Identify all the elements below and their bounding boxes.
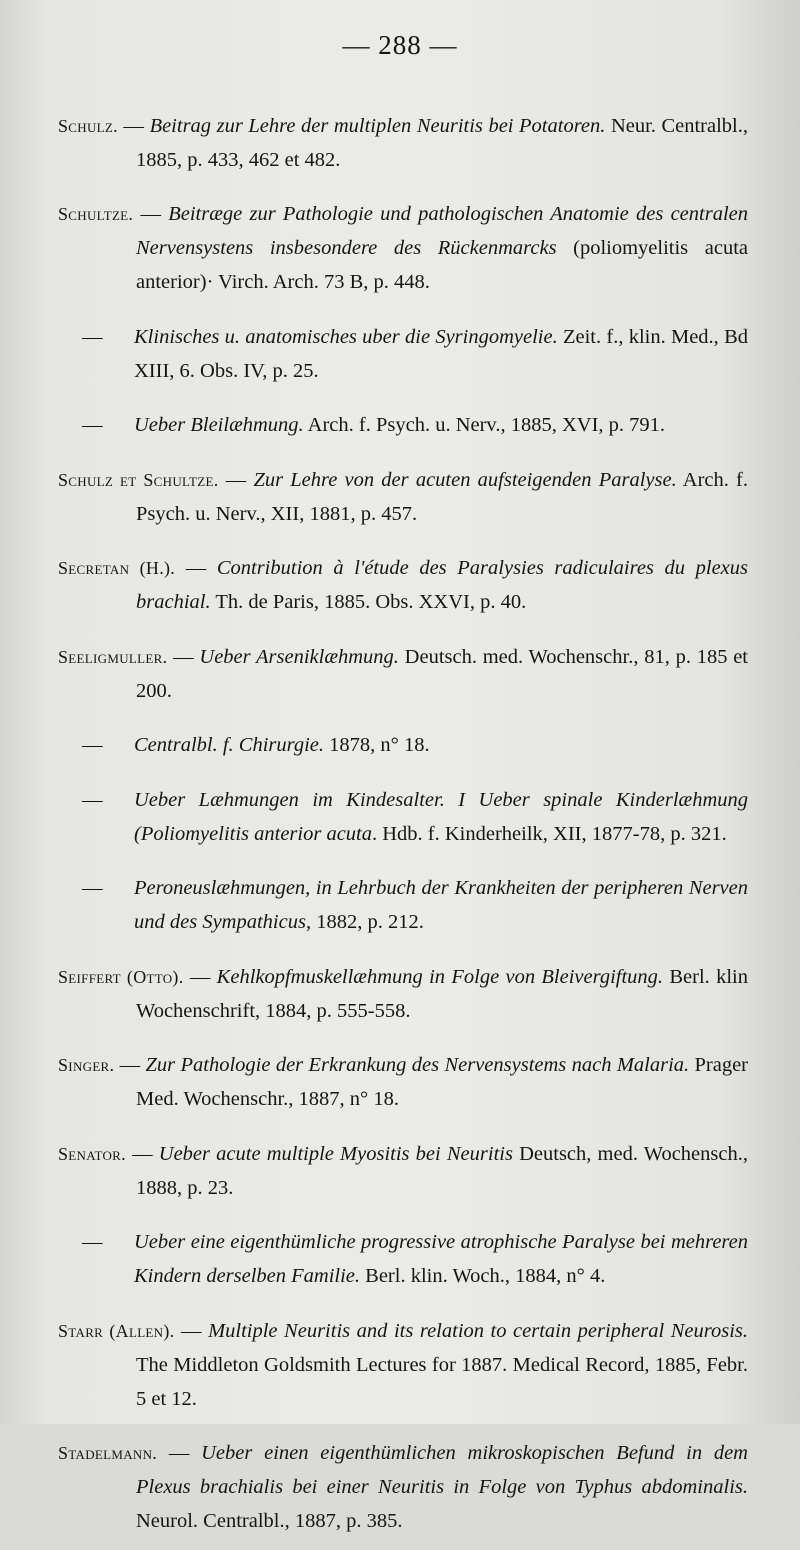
bibliography-list bbox=[58, 88, 748, 1550]
entry-separator: — bbox=[174, 1319, 209, 1342]
entry-title: Kehlkopfmuskellæhmung in Folge von Bleivergiftung. bbox=[216, 965, 664, 988]
entry-title: Centralbl. f. Chirurgie. bbox=[134, 734, 325, 756]
bibliography-entry bbox=[58, 463, 748, 531]
entry-title: Ueber einen eigenthümlichen mikroskopischen Befund in dem Plexus brachialis bei einer Neuritis in Folge von Typhus abdominalis. bbox=[136, 1442, 748, 1498]
entry-title: Klinisches u. anatomisches uber die Syringomyelie. bbox=[134, 325, 558, 348]
bibliography-entry bbox=[58, 320, 748, 388]
entry-author: Schultze. bbox=[58, 204, 134, 224]
entry-author: Schulz. bbox=[58, 115, 118, 136]
entry-title: Ueber Læhmungen im Kindesalter. I Ueber spinale Kinderlæhmung (Poliomyelitis anterior acuta bbox=[134, 788, 748, 845]
entry-author: Seeligmuller. bbox=[58, 646, 168, 667]
ditto-dash: — bbox=[82, 1231, 103, 1253]
bibliography-entry bbox=[58, 871, 748, 939]
entry-title: Beitræge zur Pathologie und pathologischen Anatomie des centralen Nervensystens insbesondere des Rückenmarcks bbox=[136, 203, 748, 259]
entry-source: Berl. klin. Woch., 1884, n° 4. bbox=[360, 1265, 606, 1287]
bibliography-entry bbox=[58, 1048, 748, 1116]
entry-author: Singer. bbox=[58, 1055, 115, 1075]
entry-separator: — bbox=[175, 557, 217, 579]
entry-author: Schulz et Schultze. bbox=[58, 469, 219, 490]
page-number: — 288 — bbox=[342, 30, 458, 60]
entry-source: Arch. f. Psych. u. Nerv., 1885, XVI, p. 791. bbox=[303, 414, 666, 436]
bibliography-entry bbox=[58, 408, 748, 442]
entry-separator: — bbox=[117, 114, 150, 137]
bibliography-entry bbox=[58, 1225, 748, 1293]
bibliography-entry bbox=[58, 109, 748, 177]
entry-separator: — bbox=[133, 203, 169, 225]
bibliography-entry bbox=[58, 551, 748, 619]
entry-source: Deutsch, med. Wochensch., 1888, p. 23. bbox=[136, 1142, 748, 1199]
ditto-dash: — bbox=[82, 325, 103, 348]
entry-title: Multiple Neuritis and its relation to certain peripheral Neurosis. bbox=[208, 1319, 749, 1342]
bibliography-entry bbox=[58, 960, 748, 1028]
entry-source: Arch. f. Psych. u. Nerv., XII, 1881, p. 457. bbox=[136, 468, 749, 525]
ditto-dash: — bbox=[82, 877, 103, 899]
entry-author: Seiffert (Otto). bbox=[58, 966, 184, 987]
entry-title: Contribution à l'étude des Paralysies radiculaires du plexus brachial. bbox=[136, 557, 748, 613]
entry-separator: — bbox=[157, 1442, 202, 1464]
bibliography-entry bbox=[58, 1436, 748, 1538]
entry-separator: — bbox=[125, 1142, 159, 1165]
bibliography-entry bbox=[58, 640, 748, 708]
entry-title: Ueber eine eigenthümliche progressive atrophische Paralyse bei mehreren Kindern derselben Familie. bbox=[134, 1231, 748, 1287]
ditto-dash: — bbox=[82, 734, 103, 756]
bibliography-entry bbox=[58, 197, 748, 299]
entry-separator: — bbox=[218, 468, 254, 491]
entry-source: 1882, p. 212. bbox=[311, 911, 424, 933]
entry-title: Zur Lehre von der acuten aufsteigenden Paralyse. bbox=[253, 468, 677, 491]
entry-separator: — bbox=[183, 965, 217, 988]
entry-source: Deutsch. med. Wochenschr., 81, p. 185 et 200. bbox=[136, 645, 748, 702]
entry-separator: — bbox=[114, 1054, 146, 1076]
entry-source: (poliomyelitis acuta anterior)· Virch. Arch. 73 B, p. 448. bbox=[136, 237, 748, 293]
entry-title: Ueber Bleilæhmung. bbox=[134, 414, 304, 436]
entry-title: Zur Pathologie der Erkrankung des Nervensystems nach Malaria. bbox=[145, 1054, 690, 1076]
entry-author: Stadelmann. bbox=[58, 1443, 158, 1463]
entry-source: Neur. Centralbl., 1885, p. 433, 462 et 482. bbox=[136, 114, 748, 171]
ditto-dash: — bbox=[82, 788, 103, 811]
bibliography-entry bbox=[58, 783, 748, 851]
entry-source: The Middleton Goldsmith Lectures for 1887. Medical Record, 1885, Febr. 5 et 12. bbox=[136, 1353, 748, 1410]
entry-source: Prager Med. Wochenschr., 1887, n° 18. bbox=[136, 1054, 748, 1110]
entry-author: Senator. bbox=[58, 1143, 126, 1164]
ditto-dash: — bbox=[82, 414, 103, 436]
entry-source: Zeit. f., klin. Med., Bd XIII, 6. Obs. IV, p. 25. bbox=[134, 325, 748, 382]
entry-source: Th. de Paris, 1885. Obs. XXVI, p. 40. bbox=[210, 591, 527, 613]
entry-separator: — bbox=[167, 645, 200, 668]
entry-title: Peroneuslæhmungen, in Lehrbuch der Krankheiten der peripheren Nerven und des Sympathicus, bbox=[134, 877, 748, 933]
entry-source: Berl. klin Wochenschrift, 1884, p. 555-558. bbox=[136, 965, 748, 1022]
entry-title: Ueber acute multiple Myositis bei Neuritis bbox=[158, 1142, 513, 1165]
bibliography-entry bbox=[58, 1314, 748, 1416]
bibliography-entry bbox=[58, 728, 748, 762]
entry-source: 1878, n° 18. bbox=[324, 734, 430, 756]
entry-title: Beitrag zur Lehre der multiplen Neuritis bei Potatoren. bbox=[149, 114, 606, 137]
entry-author: Secretan (H.). bbox=[58, 558, 176, 578]
entry-source: . Hdb. f. Kinderheilk, XII, 1877-78, p. 321. bbox=[372, 822, 727, 845]
entry-author: Starr (Allen). bbox=[58, 1320, 175, 1341]
entry-title: Ueber Arseniklæhmung. bbox=[199, 645, 399, 668]
entry-source: Neurol. Centralbl., 1887, p. 385. bbox=[136, 1510, 403, 1532]
bibliography-entry bbox=[58, 1137, 748, 1205]
